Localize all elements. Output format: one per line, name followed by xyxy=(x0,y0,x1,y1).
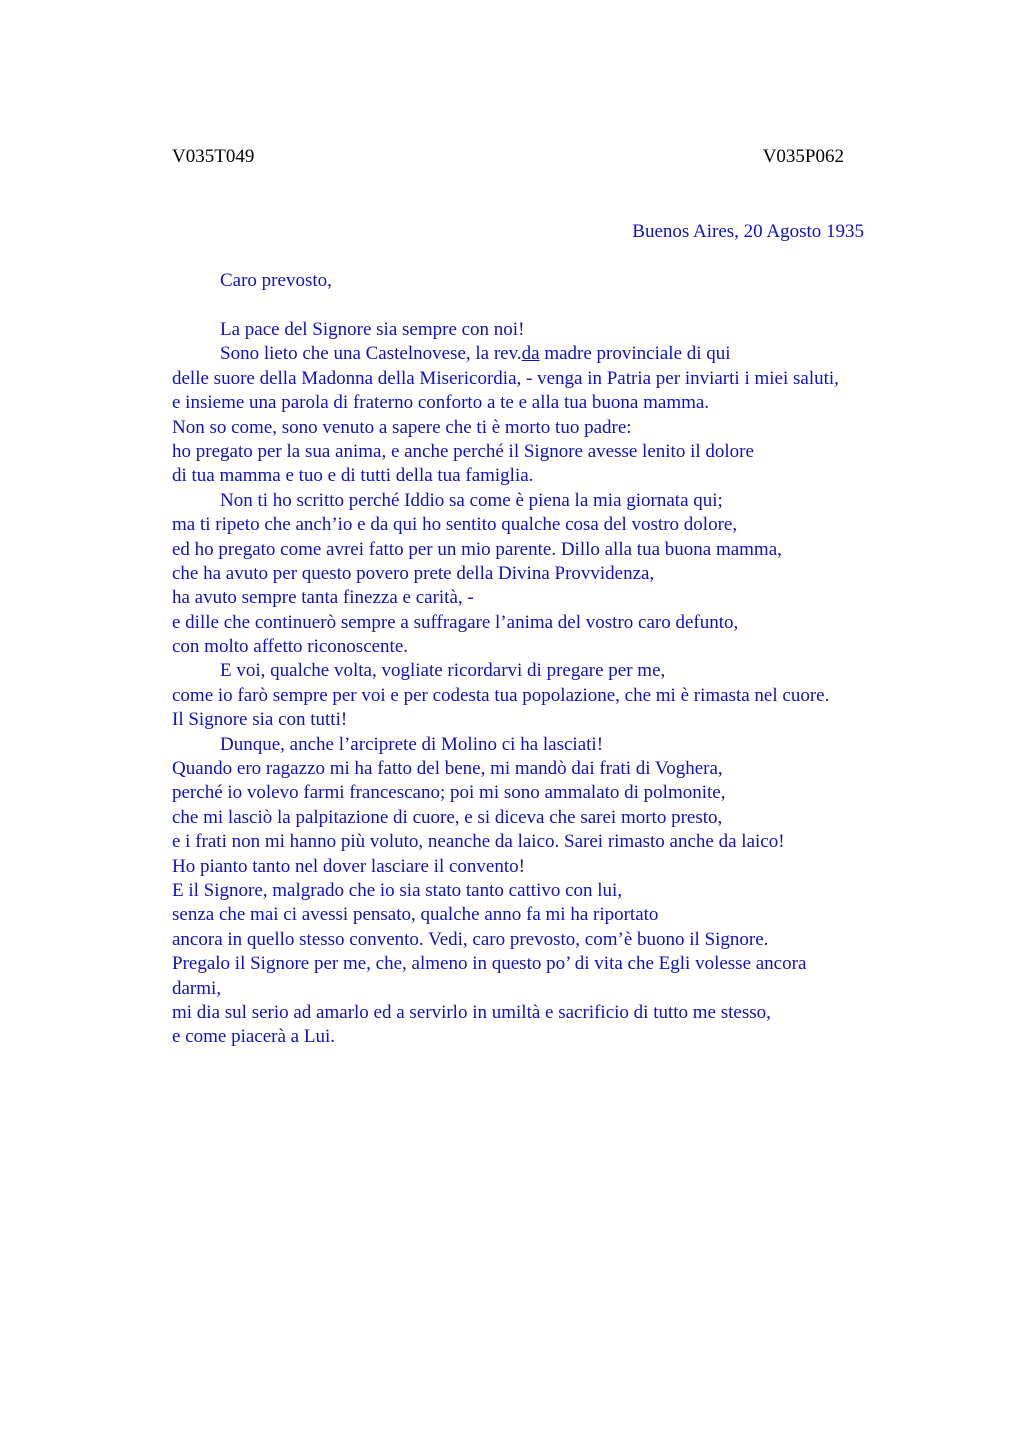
letter-line: La pace del Signore sia sempre con noi! xyxy=(220,319,525,340)
letter-date: Buenos Aires, 20 Agosto 1935 xyxy=(632,221,864,242)
letter-line: ed ho pregato come avrei fatto per un mio parente. Dillo alla tua buona mamma, xyxy=(172,538,782,560)
document-code-right: V035P062 xyxy=(762,146,844,167)
letter-line xyxy=(172,342,912,366)
document-code-left: V035T049 xyxy=(172,146,255,167)
letter-line: con molto affetto riconoscente. xyxy=(172,636,409,658)
letter-line: delle suore della Madonna della Misericordia, - venga in Patria per inviarti i miei saluti, xyxy=(172,367,839,389)
letter-line: darmi, xyxy=(172,977,222,999)
letter-line: mi dia sul serio ad amarlo ed a servirlo in umiltà e sacrificio di tutto me stesso, xyxy=(172,1001,771,1023)
letter-line: ancora in quello stesso convento. Vedi, caro prevosto, com’è buono il Signore. xyxy=(172,928,769,950)
letter-line: e dille che continuerò sempre a suffragare l’anima del vostro caro defunto, xyxy=(172,611,739,633)
letter-line: E il Signore, malgrado che io sia stato tanto cattivo con lui, xyxy=(172,879,623,901)
letter-line: Pregalo il Signore per me, che, almeno in questo po’ di vita che Egli volesse ancora xyxy=(172,953,807,975)
letter-line: ho pregato per la sua anima, e anche perché il Signore avesse lenito il dolore xyxy=(172,440,754,462)
letter-line: E voi, qualche volta, vogliate ricordarvi di pregare per me, xyxy=(220,660,666,682)
letter-line: Ho pianto tanto nel dover lasciare il convento! xyxy=(172,855,525,877)
letter-line: ha avuto sempre tanta finezza e carità, - xyxy=(172,587,474,609)
letter-text: Sono lieto che una Castelnovese, la rev. xyxy=(220,343,522,365)
letter-line: ma ti ripeto che anch’io e da qui ho sentito qualche cosa del vostro dolore, xyxy=(172,514,738,536)
letter-line: senza che mai ci avessi pensato, qualche anno fa mi ha riportato xyxy=(172,904,659,926)
letter-text: madre provinciale di qui xyxy=(539,343,731,365)
abbreviation-superscript: da xyxy=(521,343,540,365)
letter-line: Il Signore sia con tutti! xyxy=(172,709,348,731)
letter-line: e i frati non mi hanno più voluto, neanche da laico. Sarei rimasto anche da laico! xyxy=(172,831,785,853)
document-header xyxy=(172,146,844,170)
letter-line: Dunque, anche l’arciprete di Molino ci ha lasciati! xyxy=(220,733,604,755)
letter-body xyxy=(172,318,912,1050)
letter-line: Non so come, sono venuto a sapere che ti è morto tuo padre: xyxy=(172,416,632,438)
letter-line: come io farò sempre per voi e per codesta tua popolazione, che mi è rimasta nel cuore. xyxy=(172,684,830,706)
letter-line: perché io volevo farmi francescano; poi mi sono ammalato di polmonite, xyxy=(172,782,726,804)
letter-line: di tua mamma e tuo e di tutti della tua famiglia. xyxy=(172,465,534,487)
letter-line: e insieme una parola di fraterno conforto a te e alla tua buona mamma. xyxy=(172,392,710,414)
letter-line: che mi lasciò la palpitazione di cuore, e si diceva che sarei morto presto, xyxy=(172,806,723,828)
letter-greeting: Caro prevosto, xyxy=(220,270,332,291)
letter-line: Non ti ho scritto perché Iddio sa come è piena la mia giornata qui; xyxy=(220,489,723,511)
letter-line: e come piacerà a Lui. xyxy=(172,1026,335,1048)
letter-line: Quando ero ragazzo mi ha fatto del bene, mi mandò dai frati di Voghera, xyxy=(172,758,723,780)
letter-line: che ha avuto per questo povero prete della Divina Provvidenza, xyxy=(172,562,655,584)
